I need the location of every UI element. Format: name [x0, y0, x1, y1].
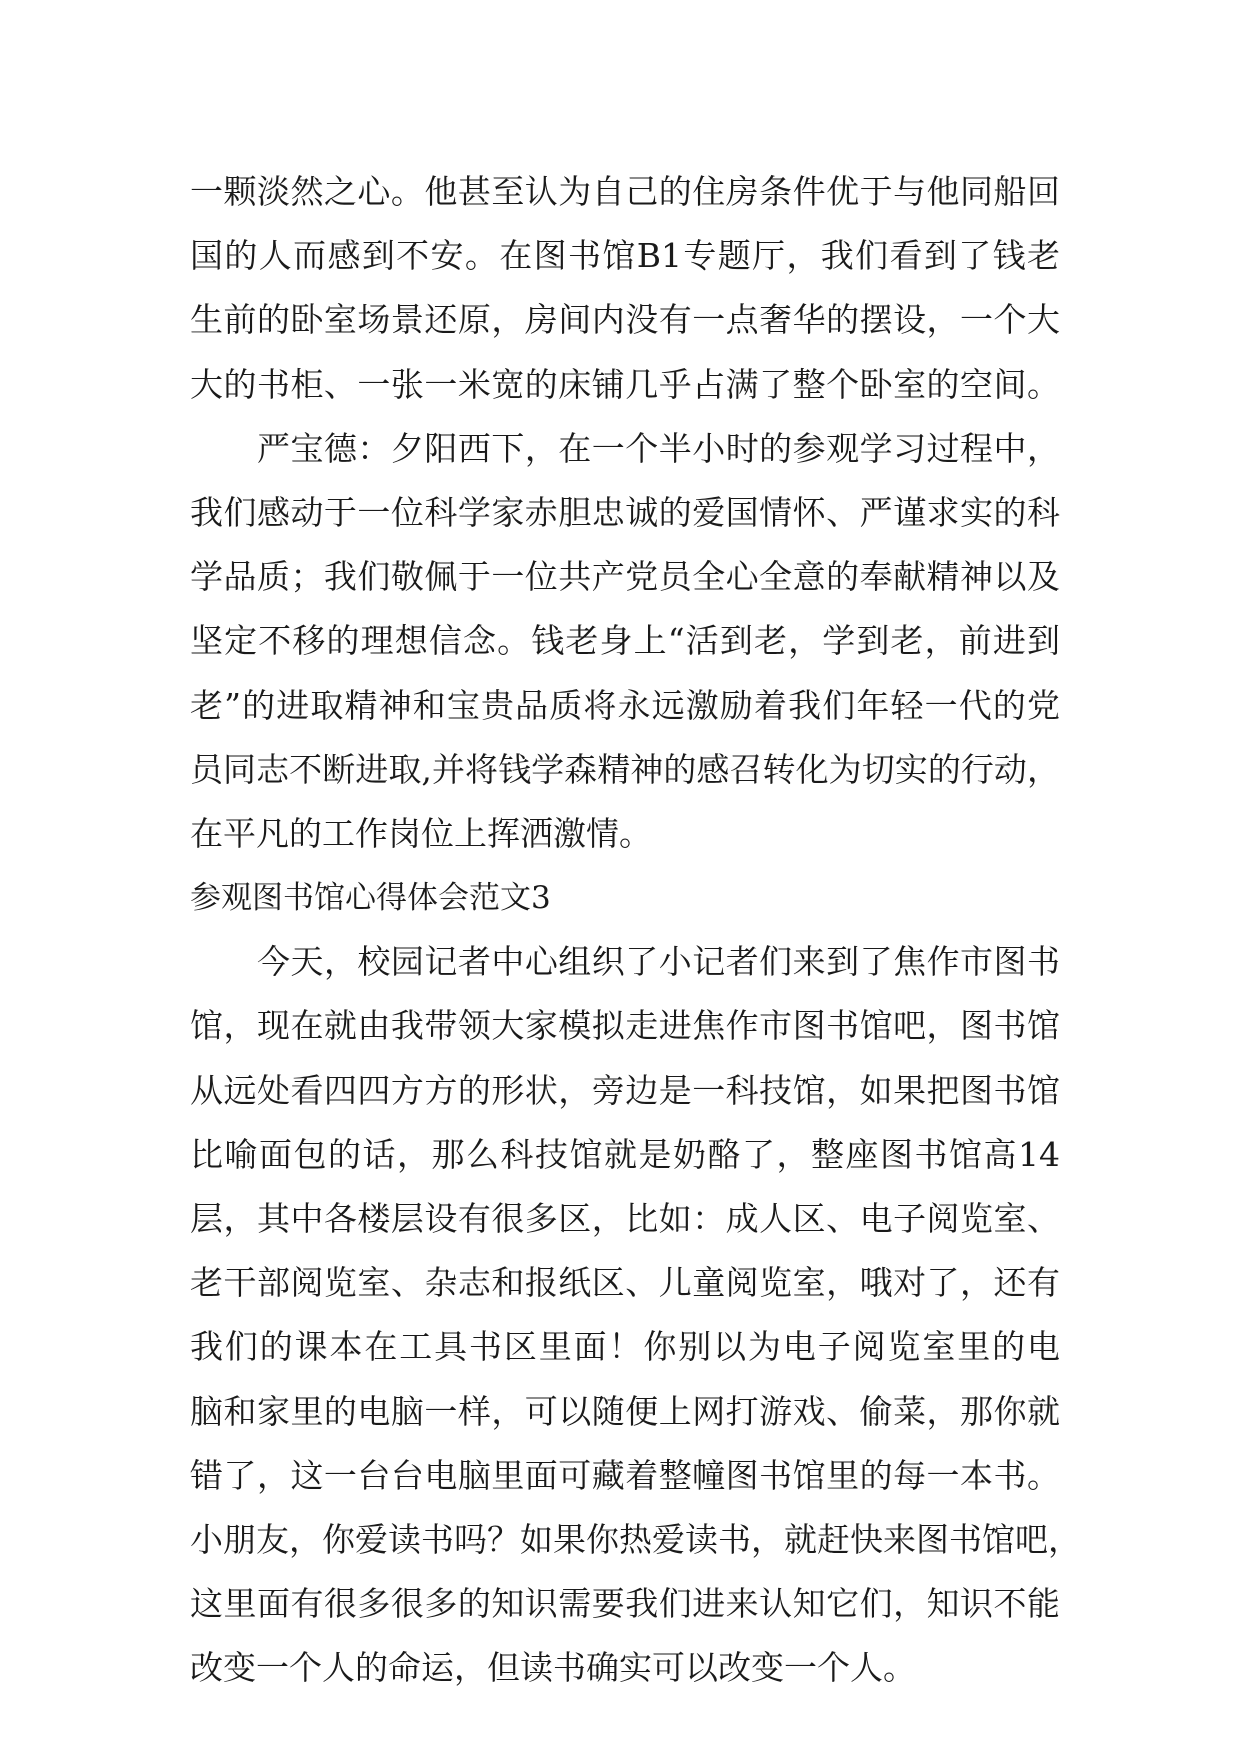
- section-heading: 参观图书馆心得体会范文3: [190, 880, 551, 917]
- text-line: 我们的课本在工具书区里面！你别以为电子阅览室里的电: [190, 1327, 1060, 1367]
- text-line: 坚定不移的理想信念。钱老身上“活到老，学到老，前进到: [190, 621, 1060, 661]
- text-line: 比喻面包的话，那么科技馆就是奶酪了，整座图书馆高14: [190, 1134, 1060, 1174]
- text-line: 在平凡的工作岗位上挥洒激情。: [190, 813, 652, 853]
- document-body: [190, 160, 1081, 1701]
- text-line: 大的书柜、一张一米宽的床铺几乎占满了整个卧室的空间。: [190, 364, 1060, 404]
- text-line: 脑和家里的电脑一样，可以随便上网打游戏、偷菜，那你就: [190, 1391, 1060, 1431]
- text-line: 层，其中各楼层设有很多区，比如：成人区、电子阅览室、: [190, 1199, 1060, 1238]
- text-line: 小朋友，你爱读书吗？如果你热爱读书，就赶快来图书馆吧，: [190, 1519, 1081, 1559]
- text-line: 严宝德：夕阳西下，在一个半小时的参观学习过程中，: [257, 428, 1060, 468]
- paragraph: [190, 160, 1060, 417]
- text-line: 老干部阅览室、杂志和报纸区、儿童阅览室，哦对了，还有: [190, 1263, 1060, 1303]
- text-line: 这里面有很多很多的知识需要我们进来认知它们，知识不能: [190, 1584, 1060, 1624]
- text-line: 学品质；我们敬佩于一位共产党员全心全意的奉献精神以及: [190, 557, 1060, 597]
- text-line: 老”的进取精神和宝贵品质将永远激励着我们年轻一代的党: [190, 685, 1060, 725]
- text-line: 今天，校园记者中心组织了小记者们来到了焦作市图书: [257, 942, 1060, 982]
- text-line: 错了，这一台台电脑里面可藏着整幢图书馆里的每一本书。: [190, 1455, 1060, 1495]
- text-line: 一颗淡然之心。他甚至认为自己的住房条件优于与他同船回: [190, 172, 1060, 211]
- text-line: 改变一个人的命运，但读书确实可以改变一个人。: [190, 1648, 916, 1688]
- text-line: 国的人而感到不安。在图书馆B1专题厅，我们看到了钱老: [190, 236, 1060, 276]
- paragraph: [190, 930, 1081, 1700]
- text-line: 我们感动于一位科学家赤胆忠诚的爱国情怀、严谨求实的科: [190, 492, 1060, 532]
- text-line: 员同志不断进取,并将钱学森精神的感召转化为切实的行动，: [190, 749, 1060, 789]
- text-line: 生前的卧室场景还原，房间内没有一点奢华的摆设，一个大: [190, 300, 1060, 340]
- text-line: 从远处看四四方方的形状，旁边是一科技馆，如果把图书馆: [190, 1070, 1060, 1110]
- paragraph: [190, 417, 1060, 866]
- text-line: 馆，现在就由我带领大家模拟走进焦作市图书馆吧，图书馆: [190, 1006, 1060, 1046]
